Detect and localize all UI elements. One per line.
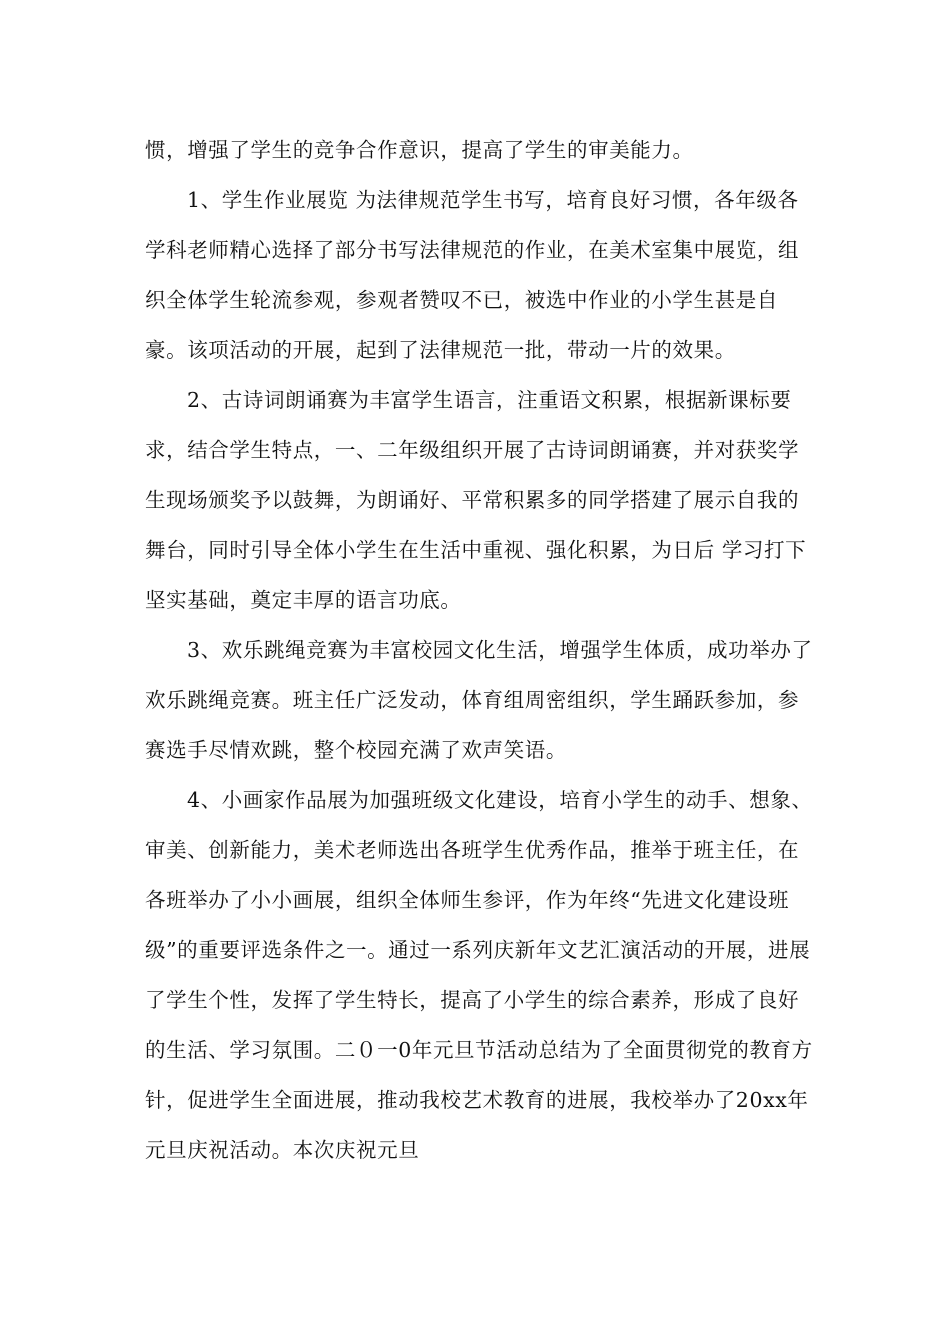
paragraph-homework-exhibition: 1、学生作业展览 为法律规范学生书写，培育良好习惯，各年级各学科老师精心选择了部分书写法律规范的作业，在美术室集中展览，组织全体学生轮流参观，参观者赞叹不已，被选中作业的小学生甚是自豪。该项活动的开展，起到了法律规范一批，带动一片的效果。 xyxy=(145,188,800,362)
document-body xyxy=(145,125,815,1175)
paragraph-poetry-recitation: 2、古诗词朗诵赛为丰富学生语言，注重语文积累，根据新课标要求，结合学生特点，一、二年级组织开展了古诗词朗诵赛，并对获奖学生现场颁奖予以鼓舞，为朗诵好、平常积累多的同学搭建了展示自我的舞台，同时引导全体小学生在生活中重视、强化积累，为日后 学习打下坚实基础，奠定丰厚的语言功底。 xyxy=(145,388,807,612)
paragraph-art-exhibition: 4、小画家作品展为加强班级文化建设，培育小学生的动手、想象、审美、创新能力，美术老师选出各班学生优秀作品，推举于班主任，在各班举办了小小画展，组织全体师生参评，作为年终“先进文化建设班级”的重要评选条件之一。通过一系列庆新年文艺汇演活动的开展，进展了学生个性，发挥了学生特长，提高了小学生的综合素养，形成了良好的生活、学习氛围。二０一0年元旦节活动总结为了全面贯彻党的教育方针，促进学生全面进展，推动我校艺术教育的进展，我校举办了20xx年元旦庆祝活动。本次庆祝元旦 xyxy=(145,788,813,1162)
paragraph-continuation: 惯，增强了学生的竞争合作意识，提高了学生的审美能力。 xyxy=(145,138,694,162)
paragraph-rope-skipping: 3、欢乐跳绳竞赛为丰富校园文化生活，增强学生体质，成功举办了欢乐跳绳竞赛。班主任广泛发动，体育组周密组织，学生踊跃参加，参赛选手尽情欢跳，整个校园充满了欢声笑语。 xyxy=(145,638,813,762)
